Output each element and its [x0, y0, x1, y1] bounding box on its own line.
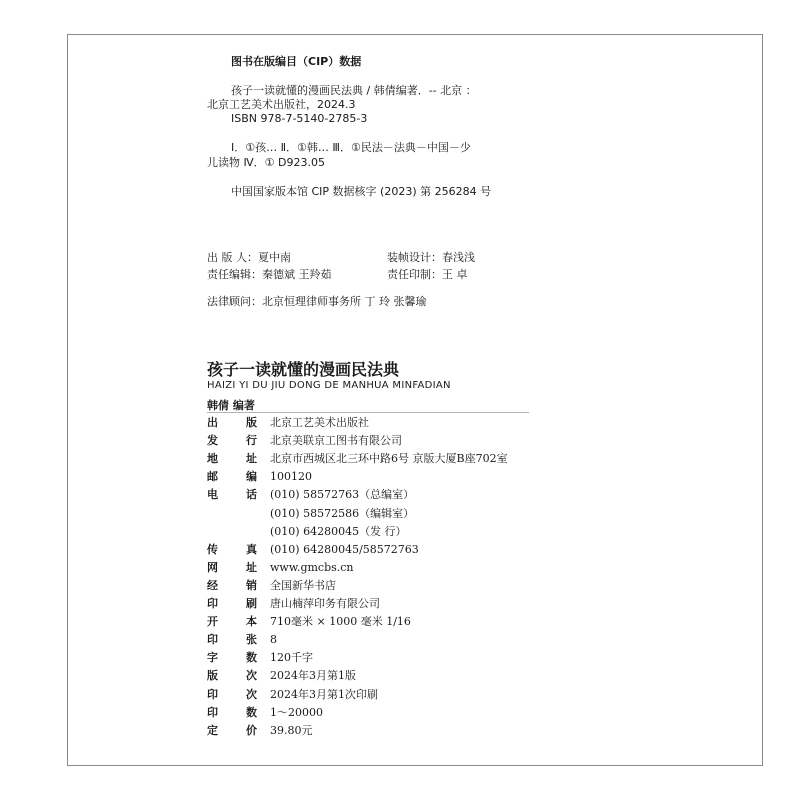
info-label: [207, 596, 257, 612]
info-label-char: 数: [246, 651, 257, 665]
info-label-char: 址: [246, 452, 257, 466]
cip-subject-line-2: 儿读物 Ⅳ．① D923.05: [207, 156, 325, 169]
info-label: [207, 650, 257, 666]
info-label-char: 刷: [246, 597, 257, 610]
info-label-char: 销: [246, 578, 257, 592]
info-label: [207, 668, 257, 684]
info-label-char: 张: [246, 633, 257, 647]
info-label-char: 真: [246, 542, 257, 556]
info-label: [207, 632, 257, 648]
info-label-char: 电: [207, 488, 218, 502]
info-label-char: 印: [207, 633, 218, 647]
info-label-char: 址: [246, 560, 257, 574]
info-label: [207, 487, 257, 503]
info-label-char: 次: [246, 669, 257, 683]
cip-isbn-line: ISBN 978-7-5140-2785-3: [231, 112, 368, 125]
cip-publisher-line: 北京工艺美术出版社，2024.3: [207, 98, 356, 111]
info-value: 唐山楠萍印务有限公司: [270, 597, 380, 610]
info-value: 100120: [270, 470, 312, 484]
info-label-char: 定: [207, 723, 218, 737]
info-label-char: 话: [246, 488, 257, 502]
info-label-char: 版: [246, 416, 257, 429]
info-label: [207, 560, 257, 576]
info-label-char: 地: [207, 452, 218, 466]
cip-title-line: 孩子一读就懂的漫画民法典 / 韩倩编著．-- 北京 ：: [231, 84, 477, 97]
info-label: [207, 705, 257, 721]
title-divider: [207, 412, 529, 413]
info-label-char: 邮: [207, 470, 218, 484]
responsible-editor: 责任编辑：秦德斌 王羚茹: [207, 268, 332, 281]
info-value: 2024年3月第1次印刷: [270, 687, 378, 701]
info-label-char: 编: [246, 470, 257, 484]
info-value: www.gmcbs.cn: [270, 560, 354, 574]
info-label: [207, 433, 257, 449]
info-value: (010) 58572586（编辑室）: [270, 506, 415, 520]
info-label-char: 行: [246, 434, 257, 448]
binding-design: 装帧设计：春浅浅: [387, 251, 475, 264]
responsible-printing: 责任印制：王 卓: [387, 268, 468, 281]
legal-advisor: 法律顾问：北京恒理律师事务所 丁 玲 张馨瑜: [207, 295, 427, 308]
cip-heading: 图书在版编目（CIP）数据: [231, 55, 362, 68]
info-value: (010) 64280045（发 行）: [270, 524, 407, 538]
info-label-char: 传: [207, 542, 218, 556]
book-title: 孩子一读就懂的漫画民法典: [207, 360, 400, 379]
info-value: 北京美联京工图书有限公司: [270, 434, 402, 448]
info-value: 710毫米 × 1000 毫米 1/16: [270, 615, 411, 629]
info-label: [207, 578, 257, 594]
cip-catalog-number: 中国国家版本馆 CIP 数据核字 (2023) 第 256284 号: [231, 185, 492, 198]
info-value: 8: [270, 633, 277, 647]
info-label-char: 版: [207, 669, 218, 683]
book-title-pinyin: HAIZI YI DU JIU DONG DE MANHUA MINFADIAN: [207, 380, 451, 391]
book-author: 韩倩 编著: [207, 399, 255, 412]
info-value: 120千字: [270, 651, 313, 665]
info-label-char: 字: [207, 651, 218, 665]
info-label-char: 印: [207, 687, 218, 701]
info-label-char: 经: [207, 578, 218, 592]
info-label: [207, 614, 257, 630]
info-label-char: 出: [207, 416, 218, 429]
info-label-char: 印: [207, 597, 218, 610]
info-label-char: 价: [246, 723, 257, 737]
info-label-char: 网: [207, 560, 218, 574]
info-label-char: 数: [246, 705, 257, 719]
info-value: (010) 58572763（总编室）: [270, 488, 415, 502]
info-label: [207, 415, 257, 431]
info-label: [207, 687, 257, 703]
info-label-char: 发: [207, 434, 218, 448]
info-label: [207, 469, 257, 485]
info-value: 1～20000: [270, 705, 323, 719]
info-value: 北京工艺美术出版社: [270, 416, 369, 429]
info-value: 全国新华书店: [270, 578, 336, 592]
info-label: [207, 451, 257, 467]
info-label-char: 开: [207, 615, 218, 629]
info-value: 39.80元: [270, 723, 313, 737]
publisher-person: 出 版 人：夏中南: [207, 251, 291, 264]
info-label-char: 次: [246, 687, 257, 701]
info-value: 北京市西城区北三环中路6号 京版大厦B座702室: [270, 452, 508, 466]
info-label-char: 本: [246, 615, 257, 629]
info-label: [207, 542, 257, 558]
info-value: (010) 64280045/58572763: [270, 542, 419, 556]
info-label-char: 印: [207, 705, 218, 719]
info-value: 2024年3月第1版: [270, 669, 356, 683]
cip-subject-line-1: Ⅰ．①孩… Ⅱ．①韩… Ⅲ．①民法－法典－中国－少: [231, 141, 471, 154]
info-label: [207, 723, 257, 739]
